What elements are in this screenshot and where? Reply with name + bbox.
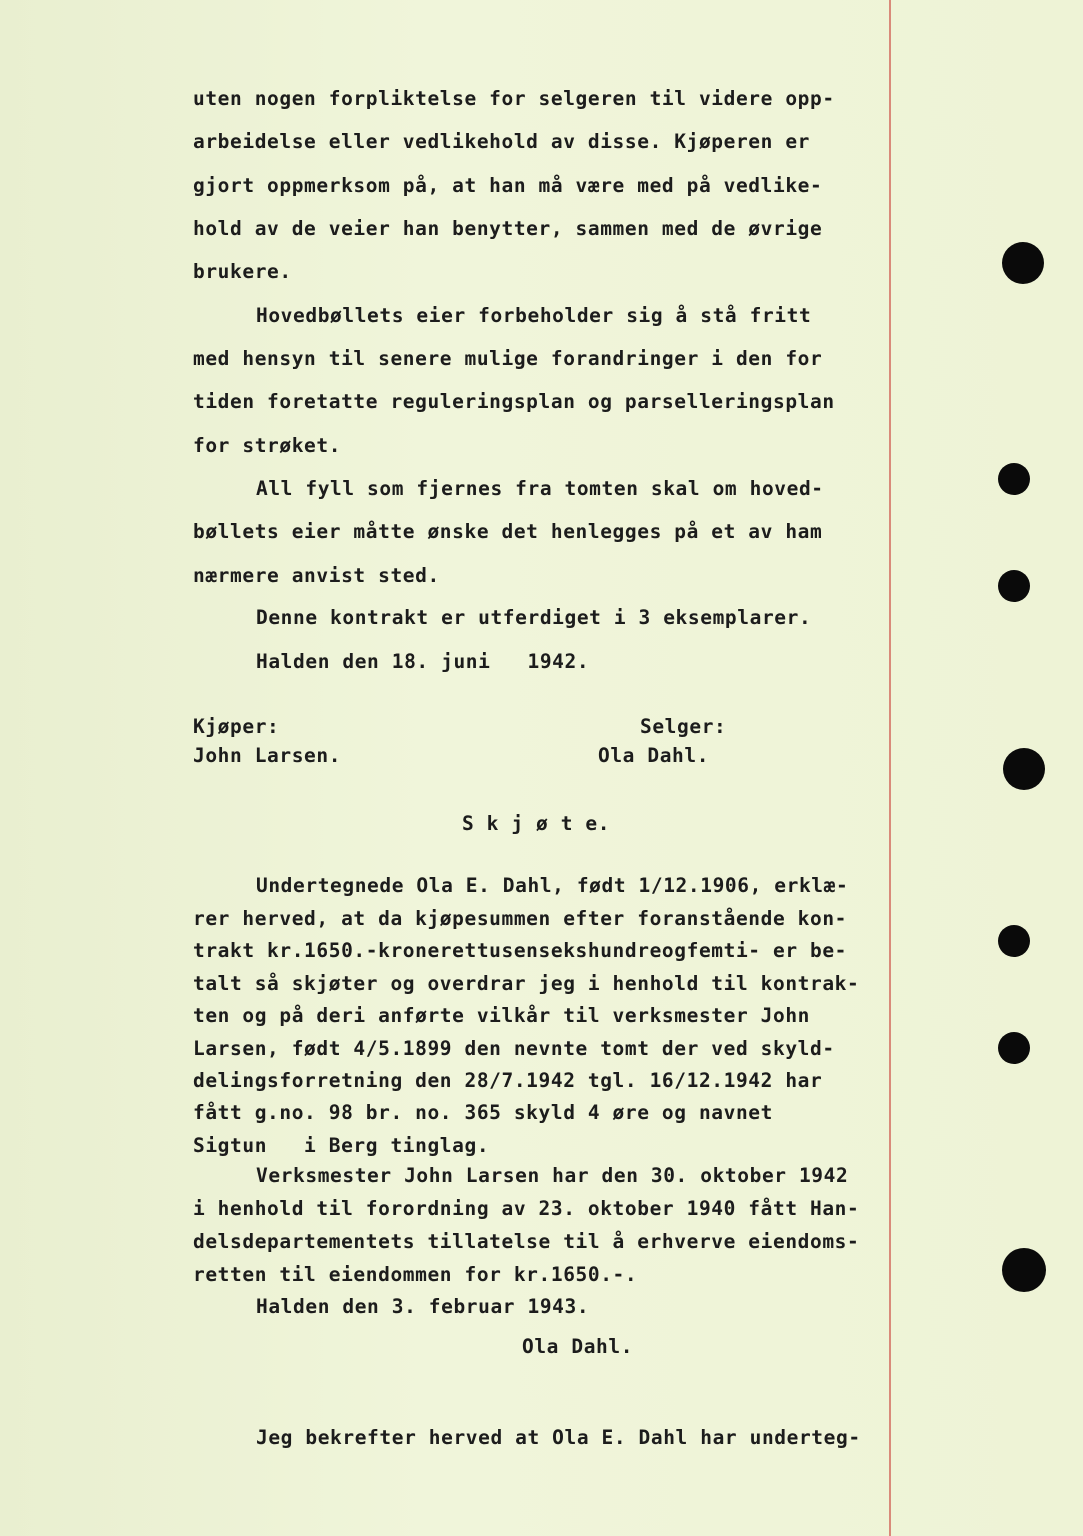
text-line: Jeg bekrefter herved at Ola E. Dahl har underteg- xyxy=(256,1426,861,1449)
text-line: gjort oppmerksom på, at han må være med på vedlike- xyxy=(193,174,823,197)
text-line: delsdepartementets tillatelse til å erhverve eiendoms- xyxy=(193,1230,860,1253)
text-line: Larsen, født 4/5.1899 den nevnte tomt der ved skyld- xyxy=(193,1037,835,1060)
text-line: rer herved, at da kjøpesummen efter foranstående kon- xyxy=(193,907,848,930)
seller-label: Selger: xyxy=(640,715,727,738)
signature-name: Ola Dahl. xyxy=(522,1335,634,1358)
punch-hole xyxy=(998,925,1030,957)
punch-hole xyxy=(1002,1248,1046,1292)
text-line: delingsforretning den 28/7.1942 tgl. 16/12.1942 har xyxy=(193,1069,823,1092)
text-line: med hensyn til senere mulige forandringer i den for xyxy=(193,347,823,370)
text-line: All fyll som fjernes fra tomten skal om hoved- xyxy=(256,477,824,500)
punch-hole xyxy=(998,463,1030,495)
text-line: arbeidelse eller vedlikehold av disse. Kjøperen er xyxy=(193,130,810,153)
date-line: Halden den 18. juni 1942. xyxy=(256,650,590,673)
text-line: brukere. xyxy=(193,260,292,283)
text-line: hold av de veier han benytter, sammen med de øvrige xyxy=(193,217,823,240)
text-line: Verksmester John Larsen har den 30. oktober 1942 xyxy=(256,1164,849,1187)
date-line: Halden den 3. februar 1943. xyxy=(256,1295,590,1318)
text-line: Denne kontrakt er utferdiget i 3 eksemplarer. xyxy=(256,606,812,629)
text-line: talt så skjøter og overdrar jeg i henhold til kontrak- xyxy=(193,972,860,995)
text-line: Undertegnede Ola E. Dahl, født 1/12.1906, erklæ- xyxy=(256,874,849,897)
punch-hole xyxy=(1003,748,1045,790)
text-line: retten til eiendommen for kr.1650.-. xyxy=(193,1263,638,1286)
text-line: Hovedbøllets eier forbeholder sig å stå fritt xyxy=(256,304,812,327)
text-line: i henhold til forordning av 23. oktober 1940 fått Han- xyxy=(193,1197,860,1220)
seller-name: Ola Dahl. xyxy=(598,744,710,767)
text-line: uten nogen forpliktelse for selgeren til videre opp- xyxy=(193,87,835,110)
text-line: bøllets eier måtte ønske det henlegges på et av ham xyxy=(193,520,823,543)
text-line: ten og på deri anførte vilkår til verksmester John xyxy=(193,1004,810,1027)
text-line: tiden foretatte reguleringsplan og parselleringsplan xyxy=(193,390,835,413)
buyer-label: Kjøper: xyxy=(193,715,280,738)
buyer-name: John Larsen. xyxy=(193,744,342,767)
text-line: for strøket. xyxy=(193,434,342,457)
punch-hole xyxy=(998,1032,1030,1064)
punch-hole xyxy=(1002,242,1044,284)
text-line: nærmere anvist sted. xyxy=(193,564,440,587)
margin-rule xyxy=(889,0,891,1536)
text-line: Sigtun i Berg tinglag. xyxy=(193,1134,490,1157)
punch-hole xyxy=(998,570,1030,602)
text-line: trakt kr.1650.-kronerettusensekshundreogfemti- er be- xyxy=(193,939,848,962)
section-title: S k j ø t e. xyxy=(462,812,611,835)
text-line: fått g.no. 98 br. no. 365 skyld 4 øre og navnet xyxy=(193,1101,773,1124)
